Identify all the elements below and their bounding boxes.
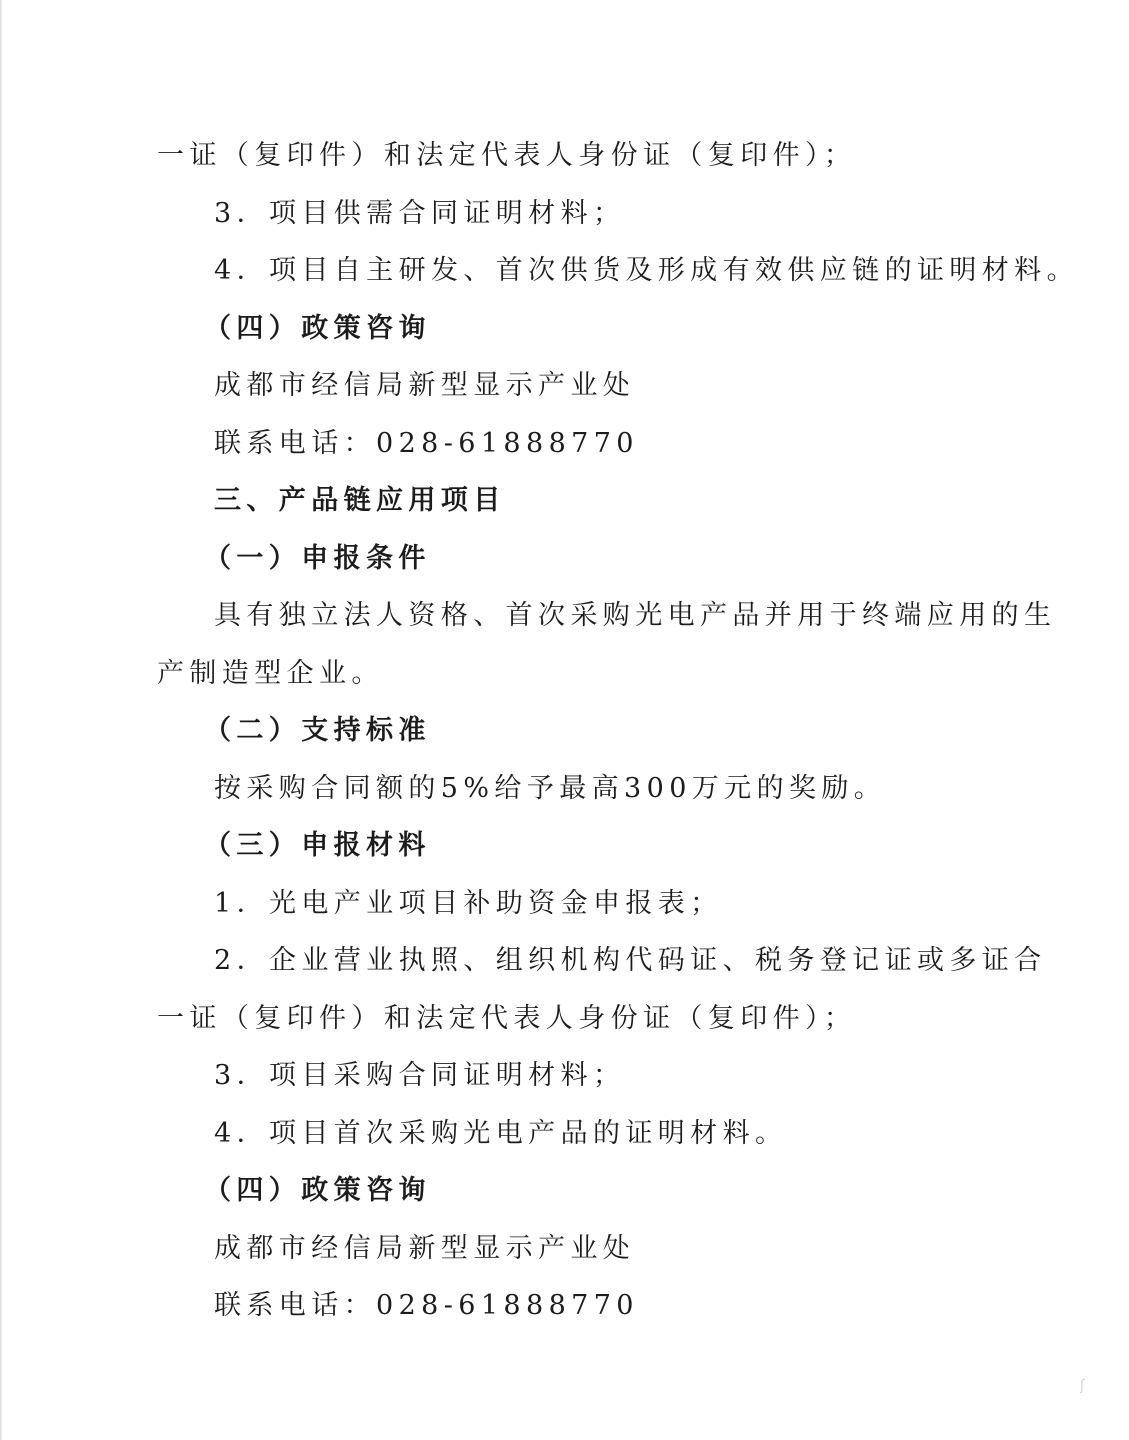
subsection-heading: （四）政策咨询 <box>204 312 431 344</box>
paragraph-line: 具有独立法人资格、首次采购光电产品并用于终端应用的生 <box>214 600 1057 631</box>
paragraph-line: 按采购合同额的5%给予最高300万元的奖励。 <box>214 772 887 804</box>
subsection-heading: （四）政策咨询 <box>204 1175 431 1206</box>
text-line: 一证（复印件）和法定代表人身份证（复印件）； <box>157 1002 857 1034</box>
section-heading: 三、产品链应用项目 <box>214 485 506 516</box>
text-line: 成都市经信局新型显示产业处 <box>214 370 636 401</box>
list-item: 4．项目自主研发、首次供货及形成有效供应链的证明材料。 <box>214 255 1079 286</box>
list-item: 3．项目采购合同证明材料； <box>214 1060 626 1091</box>
corner-mark: ʃ <box>1080 1378 1085 1394</box>
text-line: 成都市经信局新型显示产业处 <box>214 1232 636 1264</box>
contact-phone: 联系电话：028-61888770 <box>214 427 639 459</box>
list-item: 4．项目首次采购光电产品的证明材料。 <box>214 1117 788 1149</box>
subsection-heading: （三）申报材料 <box>204 830 431 861</box>
subsection-heading: （一）申报条件 <box>204 542 431 574</box>
list-item: 1．光电产业项目补助资金申报表； <box>214 887 723 919</box>
contact-phone: 联系电话：028-61888770 <box>214 1290 639 1321</box>
paragraph-line: 产制造型企业。 <box>157 657 384 689</box>
list-item: 3．项目供需合同证明材料； <box>214 197 626 229</box>
subsection-heading: （二）支持标准 <box>204 715 431 746</box>
list-item: 2．企业营业执照、组织机构代码证、税务登记证或多证合 <box>214 945 1047 976</box>
document-body <box>0 127 1129 1335</box>
text-line: 一证（复印件）和法定代表人身份证（复印件）； <box>157 140 857 171</box>
